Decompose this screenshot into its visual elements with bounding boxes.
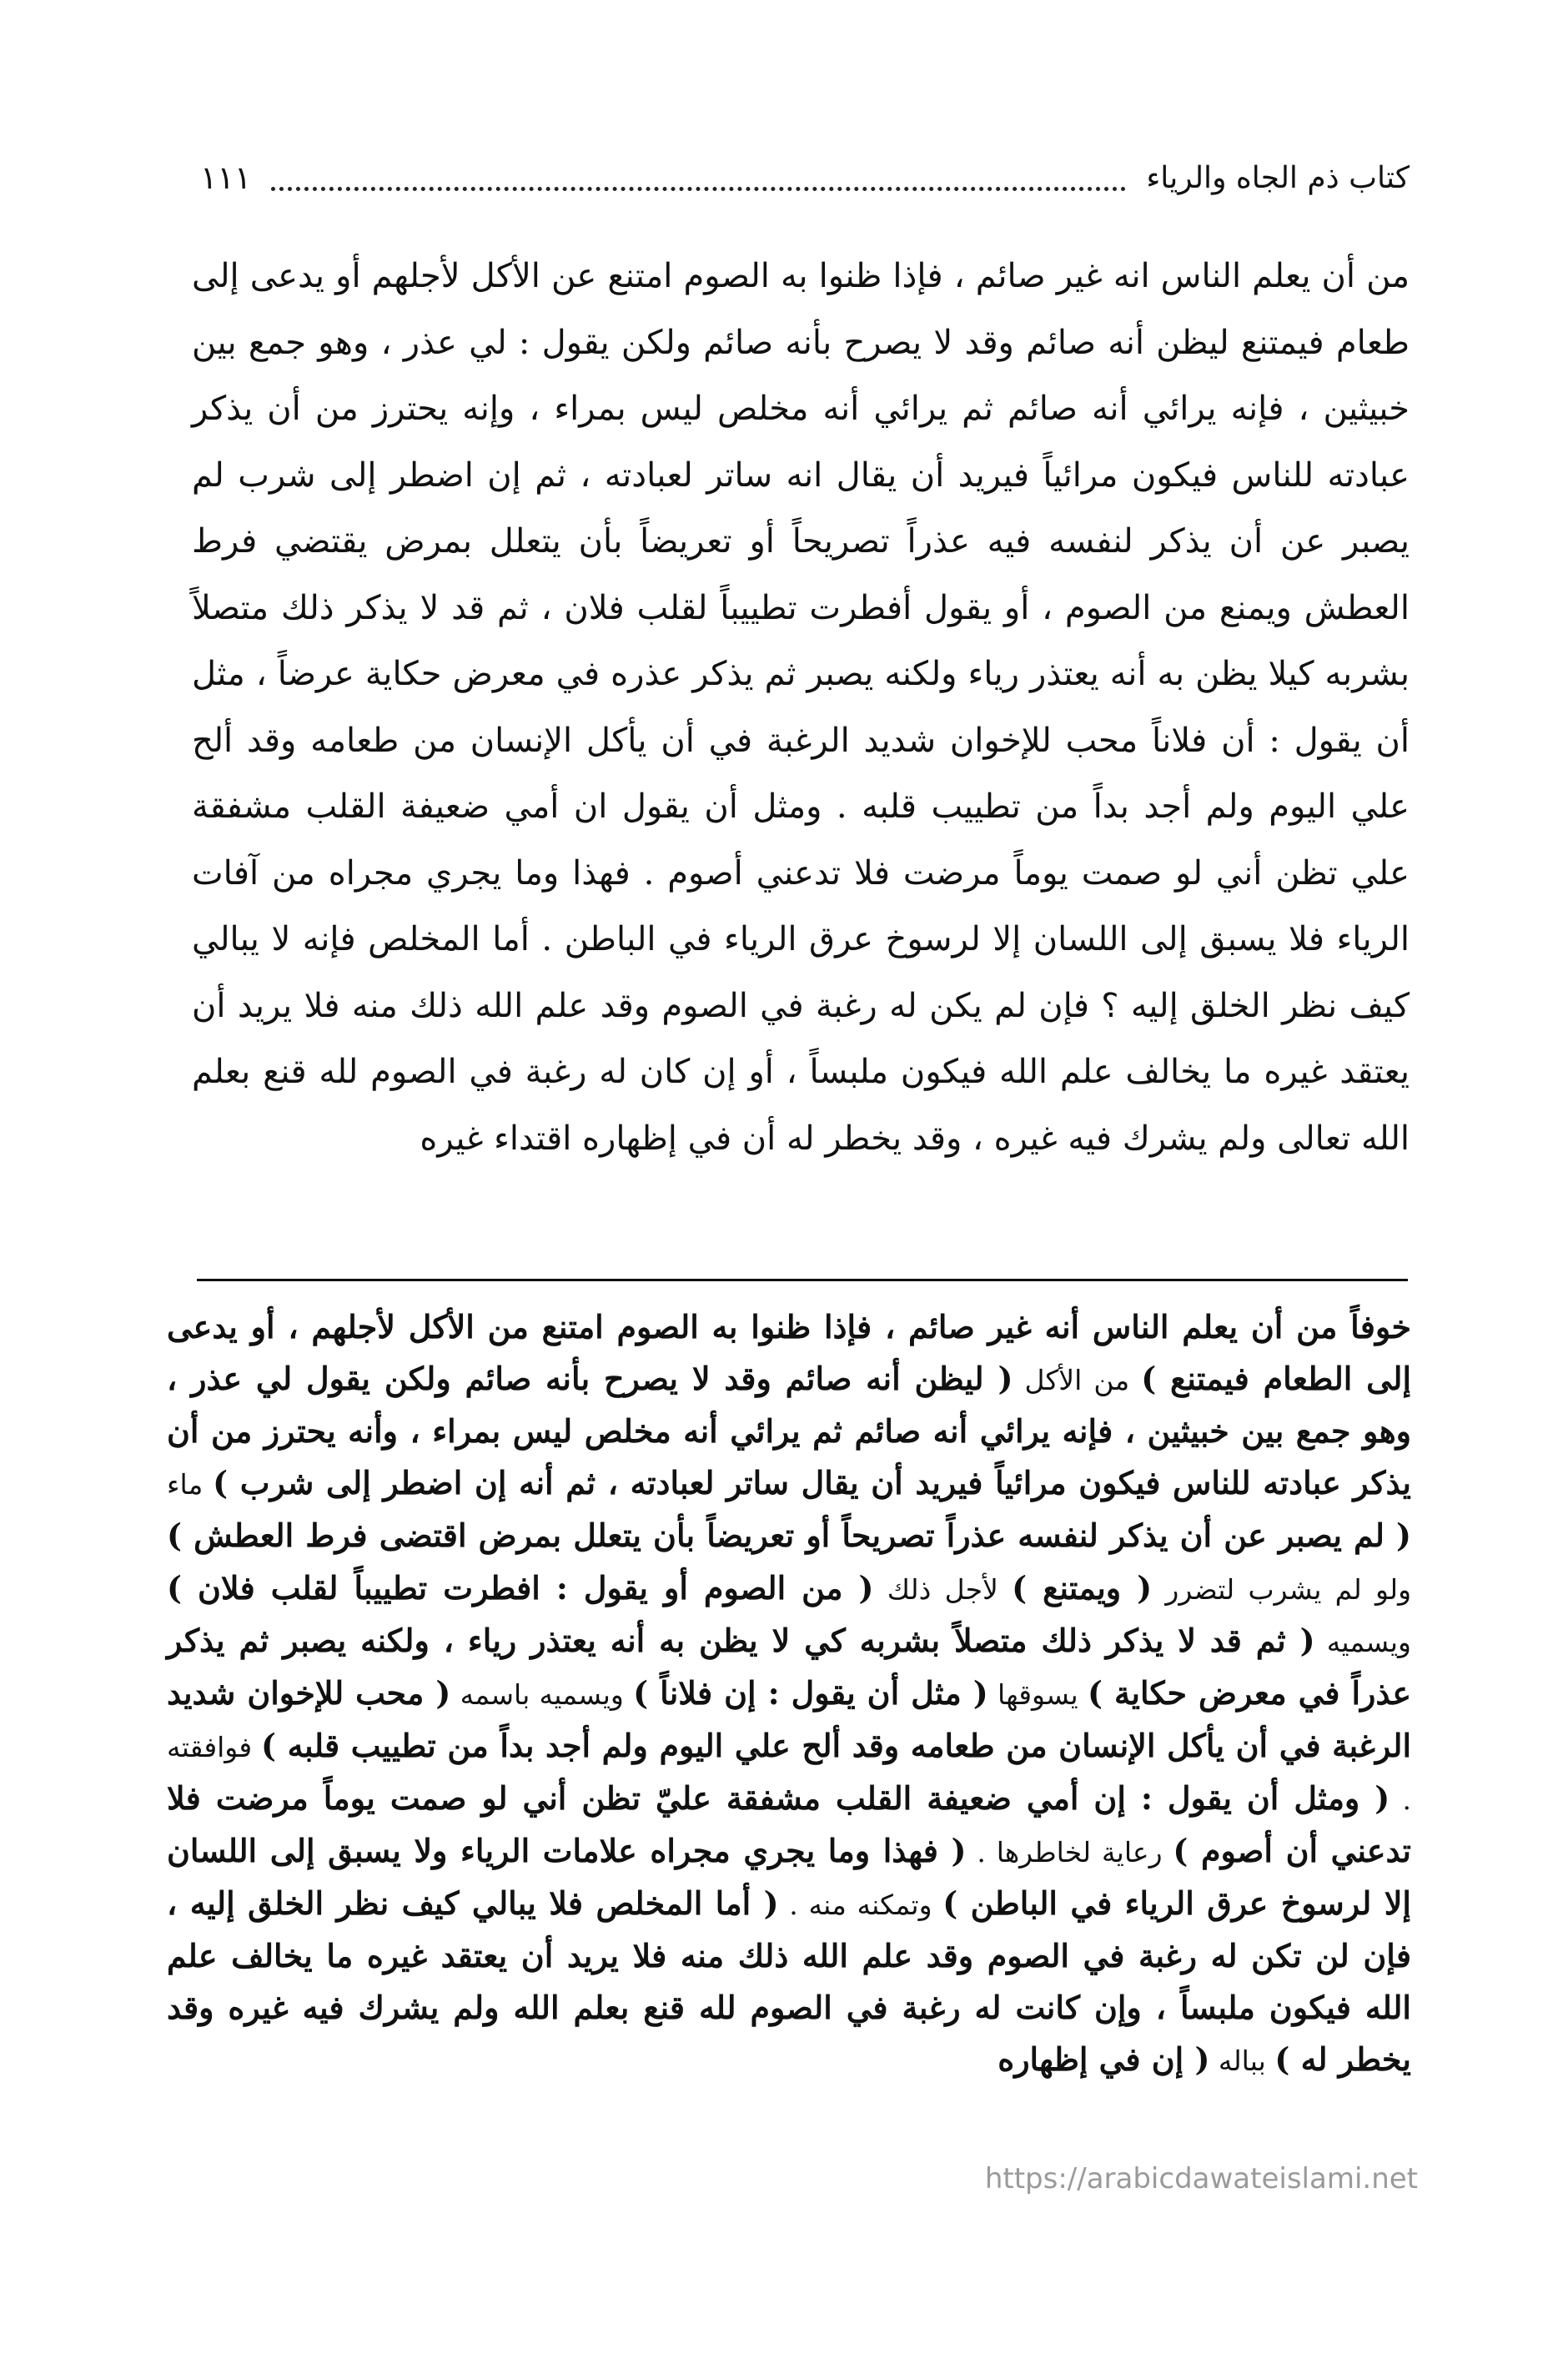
footnote-divider <box>197 1279 1408 1281</box>
commentary-plain-segment: وتمكنه منه . <box>778 1889 943 1921</box>
commentary-plain-segment: بباله <box>1209 2045 1275 2077</box>
commentary-bold-segment: ( من الصوم أو يقول : افطرت تطييباً لقلب فلان ) <box>167 1569 874 1607</box>
commentary-plain-segment: يسوقها <box>988 1678 1088 1711</box>
commentary-bold-segment: ( ليظن أنه صائم وقد لا يصرح بأنه صائم ولكن يقول لي عذر ، وهو جمع بين خبيثين ، فإنه يرائي أنه صائم ثم يرائي أنه مخلص ليس بمراء ، وأنه يحترز من أن يذكر عبادته للناس فيكون مرائياً فيريد أن يقال ساتر لعبادته ، ثم أنه إن اضطر إلى شرب ) <box>167 1360 1411 1501</box>
commentary-plain-segment: ويسميه باسمه <box>450 1678 634 1711</box>
commentary-plain-segment: ويسميه <box>1314 1626 1411 1658</box>
page-number: ١١١ <box>200 159 252 196</box>
commentary-bold-segment: ( ومثل أن يقول : إن أمي ضعيفة القلب مشفقة عليّ تظن أني لو صمت يوماً مرضت فلا تدعني أن أصوم ) <box>167 1779 1411 1869</box>
commentary-plain-segment: فوافقته . <box>167 1731 1411 1816</box>
commentary-bold-segment: ( مثل أن يقول : إن فلاناً ) <box>633 1674 988 1712</box>
commentary-bold-segment: ( ويمتنع ) <box>1012 1569 1153 1607</box>
commentary-bold-segment: ( لم يصبر عن أن يذكر لنفسه عذراً تصريحاً أو تعريضاً بأن يتعلل بمرض اقتضى فرط العطش ) <box>167 1516 1411 1554</box>
commentary-bold-segment: ( إن في إظهاره <box>998 2040 1210 2078</box>
header-leader-dots <box>271 182 1126 191</box>
commentary-bold-segment: ( فهذا وما يجري مجراه علامات الرياء ولا يسبق إلى اللسان إلا لرسوخ عرق الرياء في الباطن ) <box>167 1832 1411 1922</box>
running-header <box>200 148 1410 207</box>
commentary-bold-segment: ( أما المخلص فلا يبالي كيف نظر الخلق إليه ، فإن لن تكن له رغبة في الصوم وقد علم الله ذلك منه فلا يريد أن يعتقد غيره ما يخالف علم الله فيكون ملبساً ، وإن كانت له رغبة في الصوم لله قنع بعلم الله ولم يشرك فيه غيره وقد يخطر له ) <box>167 1884 1411 2078</box>
commentary-plain-segment: ولو لم يشرب لتضرر <box>1152 1573 1412 1606</box>
commentary-bold-segment: خوفاً من أن يعلم الناس أنه غير صائم ، فإذا ظنوا به الصوم امتنع من الأكل لأجلهم ، أو يدعى إلى الطعام فيمتنع ) <box>167 1308 1411 1397</box>
commentary-plain-segment: رعاية لخاطرها . <box>966 1836 1173 1869</box>
commentary-bold-segment: ( ثم قد لا يذكر ذلك متصلاً بشربه كي لا يظن به أنه يعتذر رياء ، ولكنه يصبر ثم يذكر عذراً في معرض حكاية ) <box>167 1622 1411 1712</box>
source-watermark: https://arabicdawateislami.net <box>984 2162 1418 2196</box>
commentary-plain-segment: ماء <box>167 1468 214 1501</box>
commentary-block <box>167 1301 1411 2086</box>
header-title: كتاب ذم الجاه والرياء <box>1146 160 1410 195</box>
commentary-plain-segment: لأجل ذلك <box>873 1573 1013 1606</box>
commentary-bold-segment: ( محب للإخوان شديد الرغبة في أن يأكل الإنسان من طعامه وقد ألح علي اليوم ولم أجد بداً من تطييب قلبه ) <box>167 1674 1411 1764</box>
main-text-block <box>192 244 1410 1172</box>
commentary-plain-segment: من الأكل <box>1013 1364 1142 1396</box>
main-text-paragraph: من أن يعلم الناس انه غير صائم ، فإذا ظنوا به الصوم امتنع عن الأكل لأجلهم أو يدعى إلى طعام فيمتنع ليظن أنه صائم وقد لا يصرح بأنه صائم ولكن يقول : لي عذر ، وهو جمع بين خبيثين ، فإنه يرائي أنه صائم ثم يرائي أنه مخلص ليس بمراء ، وإنه يحترز من أن يذكر عبادته للناس فيكون مرائياً فيريد أن يقال انه ساتر لعبادته ، ثم إن اضطر إلى شرب لم يصبر عن أن يذكر لنفسه فيه عذراً تصريحاً أو تعريضاً بأن يتعلل بمرض يقتضي فرط العطش ويمنع من الصوم ، أو يقول أفطرت تطييباً لقلب فلان ، ثم قد لا يذكر ذلك متصلاً بشربه كيلا يظن به أنه يعتذر رياء ولكنه يصبر ثم يذكر عذره في معرض حكاية عرضاً ، مثل أن يقول : أن فلاناً محب للإخوان شديد الرغبة في أن يأكل الإنسان من طعامه وقد ألح علي اليوم ولم أجد بداً من تطييب قلبه . ومثل أن يقول ان أمي ضعيفة القلب مشفقة علي تظن أني لو صمت يوماً مرضت فلا تدعني أصوم . فهذا وما يجري مجراه من آفات الرياء فلا يسبق إلى اللسان إلا لرسوخ عرق الرياء في الباطن . أما المخلص فإنه لا يبالي كيف نظر الخلق إليه ؟ فإن لم يكن له رغبة في الصوم وقد علم الله ذلك منه فلا يريد أن يعتقد غيره ما يخالف علم الله فيكون ملبساً ، أو إن كان له رغبة في الصوم لله قنع بعلم الله تعالى ولم يشرك فيه غيره ، وقد يخطر له أن في إظهاره اقتداء غيره <box>192 257 1410 1158</box>
commentary-paragraph <box>167 1301 1411 2086</box>
